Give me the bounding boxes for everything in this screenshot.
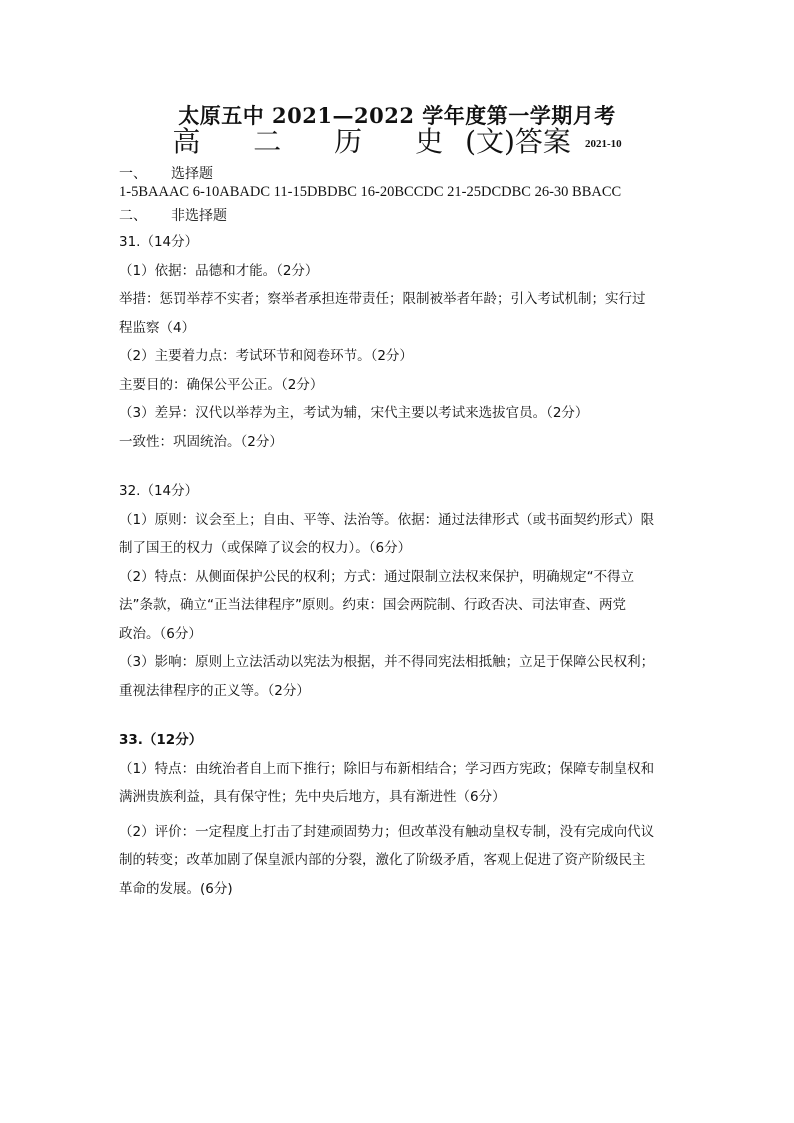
question-heading: 32.（14分） [119,483,199,499]
answer-line: 一致性：巩固统治。（2分） [119,433,283,450]
question-heading: 31.（14分） [119,234,199,250]
answer-line: 制了国王的权力（或保障了议会的权力）。（6分） [119,540,412,556]
exam-date: 2021-10 [584,137,622,150]
subject-suffix: (文)答案 [465,125,571,158]
answer-line: （2）主要着力点：考试环节和阅卷环节。（2分） [119,348,413,364]
question-33 [119,726,679,903]
answer-line: （1）特点：由统治者自上而下推行；除旧与布新相结合；学习西方宪政；保障专制皇权和 [119,760,655,777]
answer-line: 举措：惩罚举荐不实者；察举者承担连带责任；限制被举者年龄；引入考试机制；实行过 [119,291,646,307]
answer-line: （3）差异：汉代以举荐为主，考试为辅，宋代主要以考试来选拔官员。（2分） [119,405,589,421]
answer-line: 制的转变；改革加剧了保皇派内部的分裂，激化了阶级矛盾，客观上促进了资产阶级民主 [119,852,646,868]
answer-line: 主要目的：确保公平公正。（2分） [119,376,324,393]
subject-name: 高 二 历 史 [172,125,466,158]
answer-line: 满洲贵族利益，具有保守性；先中央后地方，具有渐进性（6分） [119,789,506,805]
subject-title [0,124,794,162]
answer-line: 重视法律程序的正义等。（2分） [119,682,310,699]
section-heading-multiple-choice [119,163,213,183]
answer-line: （1）依据：品德和才能。（2分） [119,262,319,279]
answer-line: （2）评价：一定程度上打击了封建顽固势力；但改革没有触动皇权专制，没有完成向代议 [119,823,655,840]
answer-line: （2）特点：从侧面保护公民的权利；方式：通过限制立法权来保护，明确规定“不得立 [119,568,635,585]
answer-line: 政治。（6分） [119,625,202,642]
section-label: 选择题 [171,166,213,182]
section-label: 非选择题 [171,208,227,224]
section-heading-non-choice [119,205,227,225]
question-31 [119,228,679,456]
section-number: 一、 [119,166,147,182]
section-number: 二、 [119,208,147,224]
question-32 [119,477,679,705]
answer-line: （3）影响：原则上立法活动以宪法为根据，并不得同宪法相抵触；立足于保障公民权利； [119,654,655,670]
multiple-choice-answers: 1-5BAAAC 6-10ABADC 11-15DBDBC 16-20BCCDC 21-25DCDBC 26-30 BBACC [119,184,622,200]
exam-title: 太原五中 2021—2022 学年度第一学期月考 [178,103,616,128]
answer-line: 法”条款，确立“正当法律程序”原则。约束：国会两院制、行政否决、司法审查、两党 [119,597,626,613]
answer-line: 革命的发展。(6分) [119,880,233,897]
answer-line: （1）原则：议会至上；自由、平等、法治等。依据：通过法律形式（或书面契约形式）限 [119,511,655,528]
question-heading: 33.（12分） [119,732,203,748]
answer-line: 程监察（4） [119,319,196,336]
